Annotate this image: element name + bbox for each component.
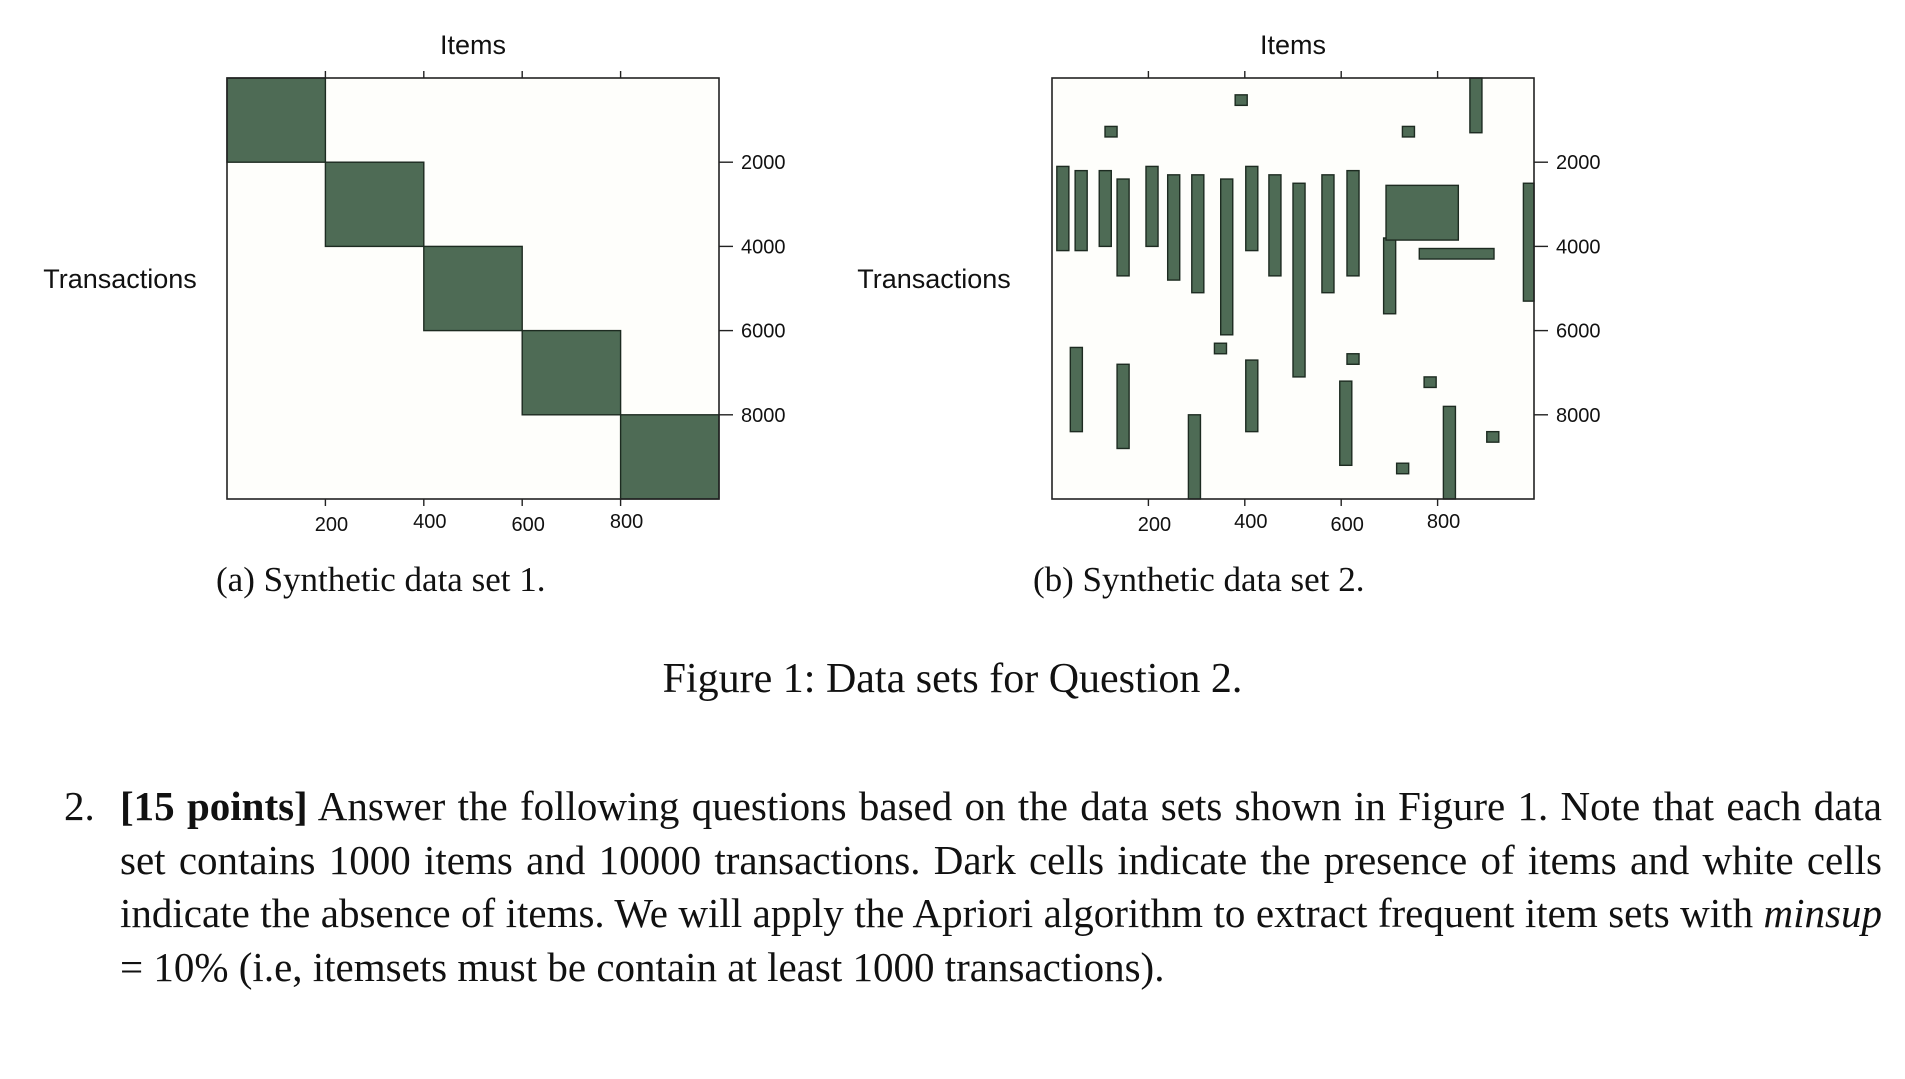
data-block-b-26 [1214,343,1226,354]
y-tick-label-b-2000: 2000 [1556,152,1601,175]
data-block-b-16 [1419,249,1494,260]
subcaption-a: (a) Synthetic data set 1. [216,560,546,599]
data-block-b-15 [1386,185,1458,240]
data-block-b-25 [1246,360,1258,432]
question-text: Answer the following questions based on the data sets shown in Figure 1. Note that each data set contains 1000 items and 10000 transactions. Dark cells indicate the presence of items and white cells indicate the absence of items. We will apply the Apriori algorithm to extract frequent item sets with [120,783,1882,936]
data-block-a-5 [621,415,719,499]
y-axis-title-a: Transactions [43,264,197,294]
data-block-b-27 [1347,354,1359,365]
y-tick-label-a-6000: 6000 [741,320,786,343]
question-2 [64,780,1883,994]
x-tick-label-b-400: 400 [1234,511,1268,533]
figure-caption: Figure 1: Data sets for Question 2. [662,656,1243,702]
x-tick-label-a-600: 600 [511,514,545,536]
x-tick-label-b-800: 800 [1426,511,1461,533]
x-axis-title-a: Items [439,30,507,60]
data-block-a-3 [424,246,522,330]
data-block-a-1 [227,78,325,162]
x-tick-label-a-800: 800 [609,511,644,533]
data-block-b-2 [1075,171,1087,251]
data-block-b-31 [1443,406,1455,499]
panel-a [43,30,785,536]
data-block-b-9 [1246,166,1258,250]
y-tick-label-b-6000: 6000 [1556,320,1601,343]
question-text-end: = 10% (i.e, itemsets must be contain at least 1000 transactions). [120,943,1165,990]
data-block-b-7 [1192,175,1204,293]
y-tick-label-a-4000: 4000 [741,236,786,259]
data-block-b-5 [1146,166,1158,246]
y-tick-label-b-8000: 8000 [1556,404,1601,427]
data-block-b-13 [1347,171,1359,276]
data-block-b-6 [1168,175,1180,280]
data-block-b-12 [1322,175,1334,293]
data-block-b-32 [1487,432,1499,443]
data-block-a-2 [325,162,423,246]
data-block-b-24 [1188,415,1200,499]
data-block-b-21 [1402,126,1414,137]
x-tick-label-b-200: 200 [1137,514,1172,536]
data-block-b-3 [1099,171,1111,247]
data-block-b-19 [1235,95,1247,106]
x-tick-label-a-200: 200 [314,514,349,536]
data-block-b-29 [1424,377,1436,388]
data-block-b-17 [1523,183,1534,301]
y-tick-label-a-2000: 2000 [741,152,786,175]
panel-b [857,30,1600,536]
data-block-b-28 [1340,381,1352,465]
y-tick-label-a-8000: 8000 [741,404,786,427]
data-block-b-20 [1105,126,1117,137]
data-block-a-4 [522,331,620,415]
y-axis-title-b: Transactions [857,264,1011,294]
question-number: 2. [64,783,95,829]
data-block-b-10 [1269,175,1281,276]
subcaption-b: (b) Synthetic data set 2. [1033,560,1365,599]
x-tick-label-a-400: 400 [413,511,447,533]
data-block-b-22 [1070,347,1082,431]
data-block-b-8 [1221,179,1233,335]
data-block-b-30 [1397,463,1409,474]
data-block-b-4 [1117,179,1129,276]
question-math-minsup: minsup [1763,890,1883,936]
y-tick-label-b-4000: 4000 [1556,236,1601,259]
data-block-b-1 [1057,166,1069,250]
question-points: [15 points] [120,783,308,829]
x-tick-label-b-600: 600 [1330,514,1364,536]
x-axis-title-b: Items [1259,30,1327,60]
data-block-b-18 [1470,78,1482,133]
data-block-b-23 [1117,364,1129,448]
data-block-b-14 [1384,238,1396,314]
data-block-b-11 [1293,183,1305,377]
